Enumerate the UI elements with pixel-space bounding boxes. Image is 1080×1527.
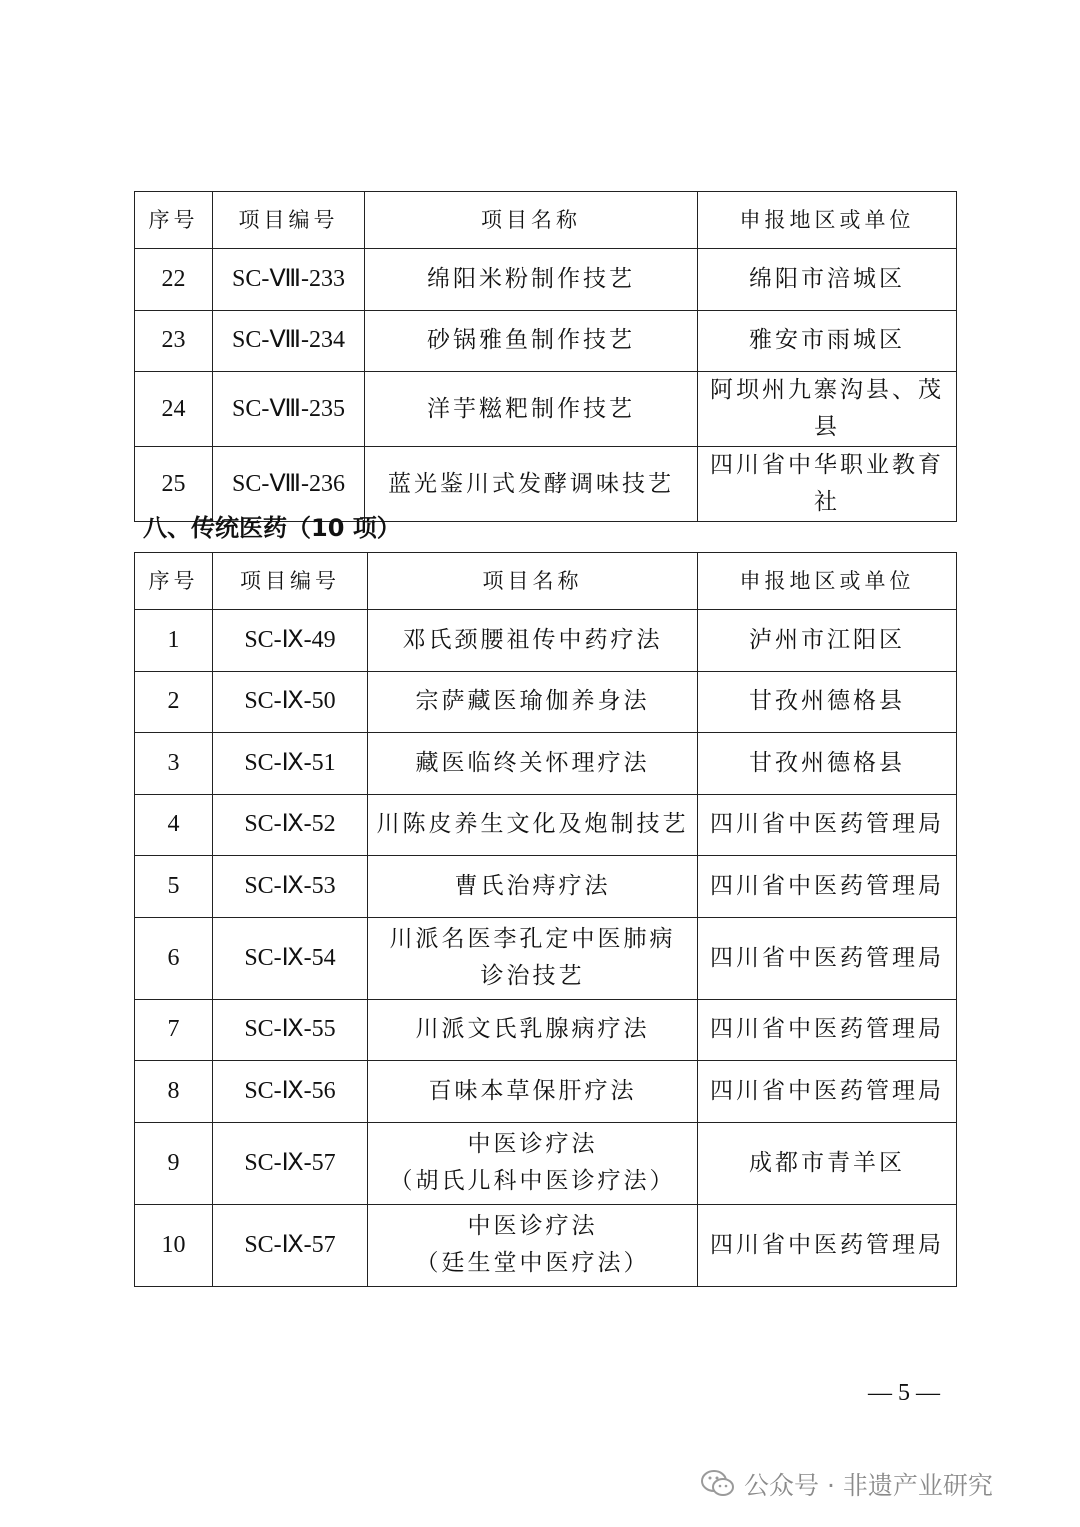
- cell-name: 中医诊疗法 （胡氏儿科中医诊疗法）: [368, 1122, 698, 1204]
- cell-code: SC-Ⅸ-49: [213, 610, 368, 672]
- cell-name: 百味本草保肝疗法: [368, 1061, 698, 1123]
- cell-unit: 四川省中医药管理局: [698, 856, 957, 918]
- cell-name: 邓氏颈腰祖传中药疗法: [368, 610, 698, 672]
- header-no: 序号: [135, 192, 213, 249]
- cell-unit: 阿坝州九寨沟县、茂县: [698, 372, 957, 447]
- cell-code: SC-Ⅷ-233: [213, 249, 365, 311]
- traditional-medicine-table: [134, 552, 957, 1287]
- cell-name: 中医诊疗法 （廷生堂中医疗法）: [368, 1204, 698, 1286]
- cell-no: 1: [135, 610, 213, 672]
- cell-no: 24: [135, 372, 213, 447]
- cell-no: 6: [135, 917, 213, 999]
- cell-unit: 甘孜州德格县: [698, 733, 957, 795]
- cell-no: 2: [135, 671, 213, 733]
- table-row: [135, 310, 957, 372]
- header-name: 项目名称: [365, 192, 698, 249]
- cell-no: 7: [135, 999, 213, 1061]
- cell-code: SC-Ⅸ-51: [213, 733, 368, 795]
- cell-code: SC-Ⅸ-55: [213, 999, 368, 1061]
- table-row: [135, 372, 957, 447]
- table-row: [135, 1061, 957, 1123]
- cell-no: 9: [135, 1122, 213, 1204]
- cell-no: 25: [135, 447, 213, 522]
- cell-unit: 雅安市雨城区: [698, 310, 957, 372]
- table-row: [135, 610, 957, 672]
- table-row: [135, 1204, 957, 1286]
- table-row: [135, 917, 957, 999]
- table-row: [135, 999, 957, 1061]
- cell-code: SC-Ⅸ-56: [213, 1061, 368, 1123]
- cell-unit: 四川省中医药管理局: [698, 917, 957, 999]
- header-row: [135, 553, 957, 610]
- cell-code: SC-Ⅸ-57: [213, 1122, 368, 1204]
- wechat-icon: [700, 1469, 736, 1499]
- cell-unit: 四川省中医药管理局: [698, 1204, 957, 1286]
- cell-unit: 绵阳市涪城区: [698, 249, 957, 311]
- cell-unit: 成都市青羊区: [698, 1122, 957, 1204]
- watermark-text: 公众号 · 非遗产业研究: [744, 1471, 993, 1500]
- section-title: 八、传统医药（10 项）: [143, 514, 401, 542]
- cell-name: 藏医临终关怀理疗法: [368, 733, 698, 795]
- watermark: [700, 1466, 993, 1502]
- cell-unit: 甘孜州德格县: [698, 671, 957, 733]
- cell-name: 宗萨藏医瑜伽养身法: [368, 671, 698, 733]
- cell-name: 川派文氏乳腺病疗法: [368, 999, 698, 1061]
- cell-no: 22: [135, 249, 213, 311]
- cell-code: SC-Ⅸ-50: [213, 671, 368, 733]
- cell-no: 5: [135, 856, 213, 918]
- table-row: [135, 1122, 957, 1204]
- cell-name: 砂锅雅鱼制作技艺: [365, 310, 698, 372]
- table-row: [135, 733, 957, 795]
- cell-name: 曹氏治痔疗法: [368, 856, 698, 918]
- table-row: [135, 249, 957, 311]
- cell-no: 3: [135, 733, 213, 795]
- table-row: [135, 794, 957, 856]
- header-name: 项目名称: [368, 553, 698, 610]
- header-code: 项目编号: [213, 192, 365, 249]
- page-number: — 5 —: [868, 1380, 940, 1406]
- header-row: [135, 192, 957, 249]
- cell-unit: 四川省中华职业教育社: [698, 447, 957, 522]
- cell-code: SC-Ⅷ-236: [213, 447, 365, 522]
- cell-no: 10: [135, 1204, 213, 1286]
- table-row: [135, 671, 957, 733]
- cell-name: 川派名医李孔定中医肺病 诊治技艺: [368, 917, 698, 999]
- header-unit: 申报地区或单位: [698, 553, 957, 610]
- cell-name: 蓝光鉴川式发酵调味技艺: [365, 447, 698, 522]
- table-row: [135, 856, 957, 918]
- cell-code: SC-Ⅷ-234: [213, 310, 365, 372]
- cell-no: 4: [135, 794, 213, 856]
- cell-name: 川陈皮养生文化及炮制技艺: [368, 794, 698, 856]
- header-no: 序号: [135, 553, 213, 610]
- header-unit: 申报地区或单位: [698, 192, 957, 249]
- cell-name: 绵阳米粉制作技艺: [365, 249, 698, 311]
- cell-no: 8: [135, 1061, 213, 1123]
- cell-unit: 四川省中医药管理局: [698, 999, 957, 1061]
- cell-code: SC-Ⅸ-53: [213, 856, 368, 918]
- cell-code: SC-Ⅸ-57: [213, 1204, 368, 1286]
- cell-name: 洋芋糍粑制作技艺: [365, 372, 698, 447]
- cell-code: SC-Ⅷ-235: [213, 372, 365, 447]
- cell-code: SC-Ⅸ-52: [213, 794, 368, 856]
- cell-no: 23: [135, 310, 213, 372]
- cell-unit: 泸州市江阳区: [698, 610, 957, 672]
- cell-code: SC-Ⅸ-54: [213, 917, 368, 999]
- food-crafts-table: [134, 191, 957, 522]
- header-code: 项目编号: [213, 553, 368, 610]
- cell-unit: 四川省中医药管理局: [698, 1061, 957, 1123]
- cell-unit: 四川省中医药管理局: [698, 794, 957, 856]
